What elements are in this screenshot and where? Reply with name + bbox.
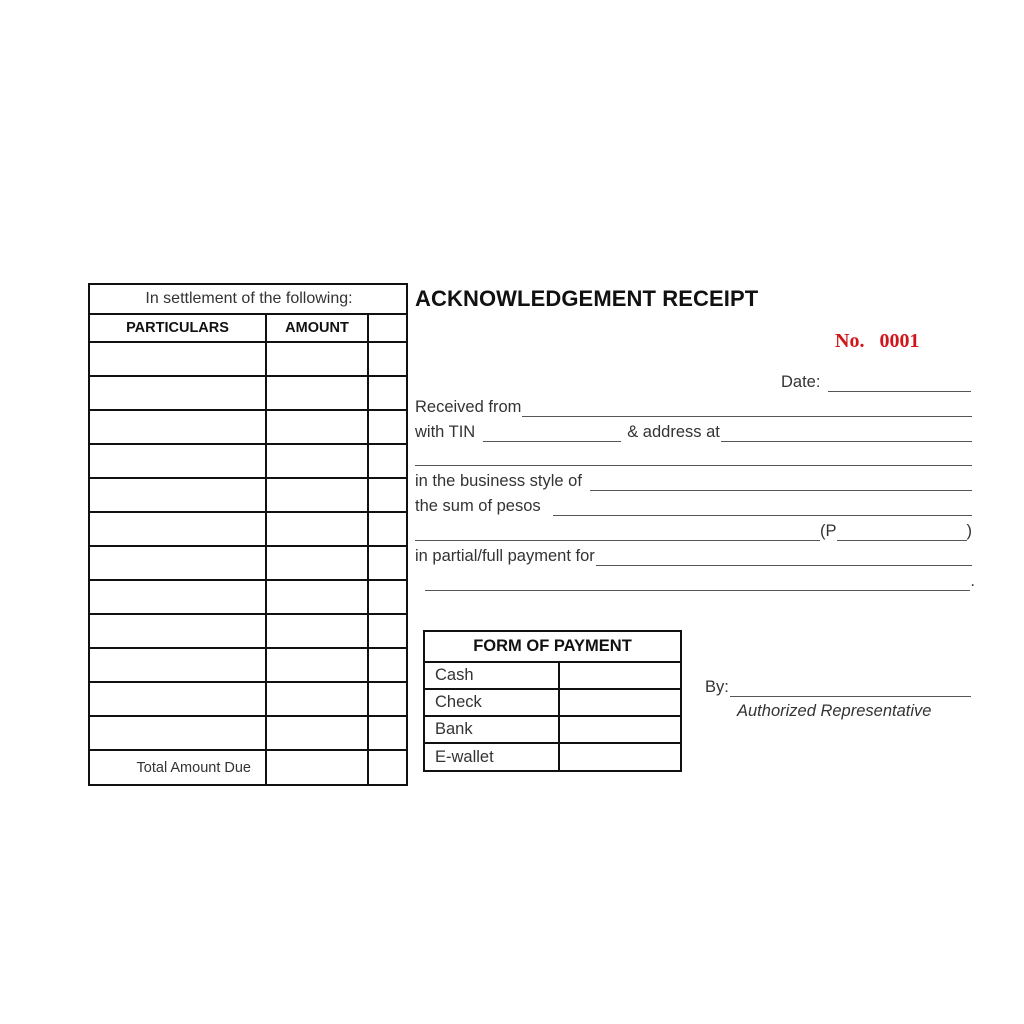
extra-cell[interactable] <box>368 682 408 716</box>
sum-amount-row <box>415 519 972 541</box>
table-row <box>90 682 408 716</box>
extra-cell[interactable] <box>368 716 408 750</box>
payment-option-value[interactable] <box>559 716 680 743</box>
table-row <box>90 546 408 580</box>
particulars-cell[interactable] <box>90 648 266 682</box>
payment-for-line2-row <box>425 569 975 591</box>
extra-cell[interactable] <box>368 648 408 682</box>
business-style-row <box>415 469 972 491</box>
payment-for-row <box>415 544 972 566</box>
amount-cell[interactable] <box>266 478 368 512</box>
amount-cell[interactable] <box>266 614 368 648</box>
amount-cell[interactable] <box>266 648 368 682</box>
payment-for-line2-field[interactable] <box>425 575 970 591</box>
sum-pesos-row <box>415 494 972 516</box>
payment-option-value[interactable] <box>559 743 680 770</box>
received-from-row <box>415 395 972 417</box>
by-label: By: <box>705 678 729 696</box>
signature-field[interactable] <box>730 681 971 697</box>
table-row <box>90 376 408 410</box>
extra-cell[interactable] <box>368 410 408 444</box>
payment-option-bank <box>425 716 680 743</box>
table-row <box>90 512 408 546</box>
amount-cell[interactable] <box>266 716 368 750</box>
table-row <box>90 580 408 614</box>
amount-cell[interactable] <box>266 444 368 478</box>
signature-row <box>705 678 971 697</box>
settlement-table <box>88 283 408 786</box>
particulars-cell[interactable] <box>90 410 266 444</box>
particulars-cell[interactable] <box>90 614 266 648</box>
table-row <box>90 648 408 682</box>
authorized-representative-caption: Authorized Representative <box>737 702 932 720</box>
particulars-cell[interactable] <box>90 342 266 376</box>
total-amount-cell[interactable] <box>266 750 368 784</box>
payment-for-field[interactable] <box>596 550 972 566</box>
column-header-amount: AMOUNT <box>266 314 368 342</box>
receipt-title: ACKNOWLEDGEMENT RECEIPT <box>415 286 759 311</box>
payment-option-value[interactable] <box>559 689 680 716</box>
payment-option-check <box>425 689 680 716</box>
peso-amount-field[interactable] <box>837 525 967 541</box>
amount-cell[interactable] <box>266 342 368 376</box>
date-field[interactable] <box>828 376 971 392</box>
extra-cell[interactable] <box>368 546 408 580</box>
table-row <box>90 444 408 478</box>
particulars-cell[interactable] <box>90 444 266 478</box>
sum-words-line2-field[interactable] <box>415 525 820 541</box>
address-line2-field[interactable] <box>415 450 972 466</box>
table-row <box>90 410 408 444</box>
business-style-field[interactable] <box>590 475 972 491</box>
peso-prefix: (P <box>820 522 837 540</box>
date-label: Date: <box>781 373 821 391</box>
amount-cell[interactable] <box>266 512 368 546</box>
total-amount-due-label: Total Amount Due <box>90 750 266 784</box>
business-style-label: in the business style of <box>415 472 582 490</box>
payment-option-label: Bank <box>425 716 559 743</box>
date-row <box>781 370 971 392</box>
particulars-cell[interactable] <box>90 682 266 716</box>
particulars-cell[interactable] <box>90 512 266 546</box>
extra-cell[interactable] <box>368 444 408 478</box>
particulars-cell[interactable] <box>90 478 266 512</box>
extra-cell[interactable] <box>368 342 408 376</box>
amount-cell[interactable] <box>266 546 368 580</box>
tin-address-row <box>415 420 972 442</box>
extra-cell[interactable] <box>368 512 408 546</box>
payment-option-value[interactable] <box>559 662 680 689</box>
sum-words-field[interactable] <box>553 500 972 516</box>
form-of-payment-table <box>423 630 682 772</box>
total-extra-cell[interactable] <box>368 750 408 784</box>
address-label: & address at <box>627 423 720 441</box>
receipt-number: No. 0001 <box>835 330 920 352</box>
amount-cell[interactable] <box>266 410 368 444</box>
settlement-title: In settlement of the following: <box>90 285 408 314</box>
tin-field[interactable] <box>483 426 621 442</box>
particulars-cell[interactable] <box>90 580 266 614</box>
sum-pesos-label: the sum of pesos <box>415 497 541 515</box>
column-header-extra <box>368 314 408 342</box>
received-from-field[interactable] <box>522 401 972 417</box>
payment-option-cash <box>425 662 680 689</box>
table-row <box>90 342 408 376</box>
table-row <box>90 614 408 648</box>
payment-option-ewallet <box>425 743 680 770</box>
payment-option-label: E-wallet <box>425 743 559 770</box>
peso-suffix: ) <box>966 522 972 540</box>
amount-cell[interactable] <box>266 682 368 716</box>
payment-option-label: Check <box>425 689 559 716</box>
column-header-particulars: PARTICULARS <box>90 314 266 342</box>
particulars-cell[interactable] <box>90 546 266 580</box>
total-row <box>90 750 408 784</box>
payment-option-label: Cash <box>425 662 559 689</box>
received-from-label: Received from <box>415 398 522 416</box>
extra-cell[interactable] <box>368 614 408 648</box>
extra-cell[interactable] <box>368 376 408 410</box>
extra-cell[interactable] <box>368 478 408 512</box>
address-field[interactable] <box>721 426 972 442</box>
extra-cell[interactable] <box>368 580 408 614</box>
particulars-cell[interactable] <box>90 376 266 410</box>
tin-label: with TIN <box>415 423 476 441</box>
particulars-cell[interactable] <box>90 716 266 750</box>
table-row <box>90 478 408 512</box>
address-line2-row <box>415 444 972 466</box>
amount-cell[interactable] <box>266 376 368 410</box>
amount-cell[interactable] <box>266 580 368 614</box>
end-period: . <box>970 572 975 590</box>
table-row <box>90 716 408 750</box>
form-of-payment-title: FORM OF PAYMENT <box>425 632 680 662</box>
payment-for-label: in partial/full payment for <box>415 547 595 565</box>
